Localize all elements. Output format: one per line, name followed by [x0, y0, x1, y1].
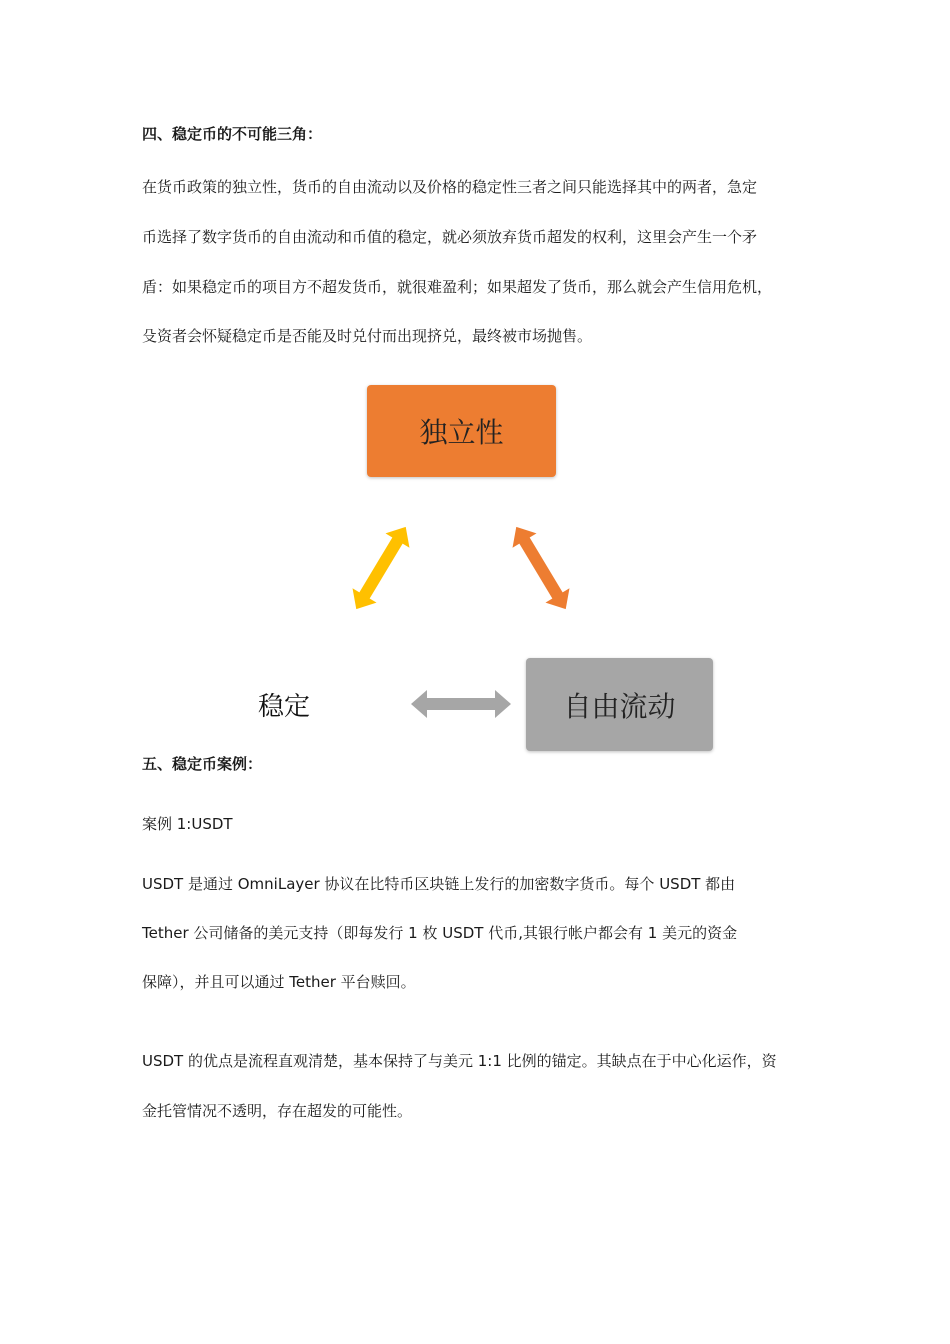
free-flow-label: 自由流动	[563, 689, 676, 723]
paragraph-line: Tether 公司储备的美元支持（即每发行 1 枚 USDT 代币,其银行帐户都会有 1 美元的资金	[142, 924, 738, 942]
paragraph-line: 币选择了数字货币的自由流动和币值的稳定，就必须放弃货币超发的权利，这里会产生一个矛	[142, 228, 758, 246]
case-title: 案例 1:USDT	[142, 815, 233, 833]
paragraph-line: 金托管情况不透明，存在超发的可能性。	[142, 1102, 413, 1120]
yellow-double-arrow	[344, 520, 417, 617]
section-4-heading: 四、稳定币的不可能三角：	[142, 125, 323, 143]
paragraph-line: 殳资者会怀疑稳定币是否能及时兑付而出现挤兑，最终被市场抛售。	[142, 327, 593, 345]
gray-double-arrow	[411, 690, 511, 718]
stability-label: 稳定	[258, 692, 311, 718]
section-5-heading: 五、稳定币案例：	[142, 755, 263, 773]
paragraph-line: 盾：如果稳定币的项目方不超发货币，就很难盈利；如果超发了货币，那么就会产生信用危机，	[142, 278, 773, 296]
independence-label: 独立性	[419, 416, 504, 449]
paragraph-line: USDT 是通过 OmniLayer 协议在比特币区块链上发行的加密数字货币。每个 USDT 都由	[142, 875, 736, 893]
orange-double-arrow	[504, 520, 577, 617]
free-flow-box	[526, 658, 713, 751]
independence-box	[367, 385, 556, 477]
paragraph-line: USDT 的优点是流程直观清楚，基本保持了与美元 1:1 比例的锚定。其缺点在于中心化运作，资	[142, 1052, 777, 1070]
paragraph-line: 保障），并且可以通过 Tether 平台赎回。	[142, 973, 416, 991]
paragraph-line: 在货币政策的独立性，货币的自由流动以及价格的稳定性三者之间只能选择其中的两者，急定	[142, 178, 758, 196]
